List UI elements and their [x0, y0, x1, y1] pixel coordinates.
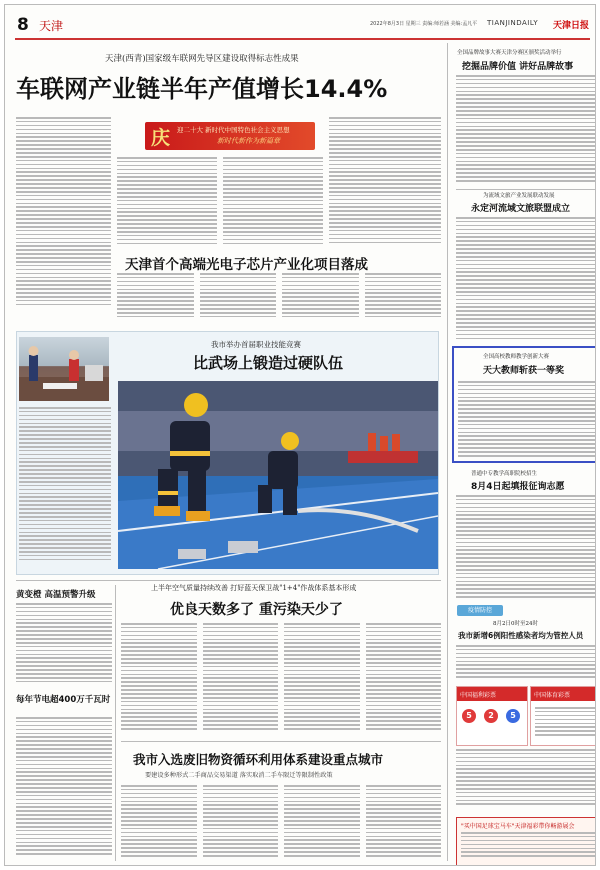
- recycle-top-rule: [121, 741, 441, 742]
- theme-banner: [145, 122, 315, 150]
- brand-kicker: 全国品牌故事大赛天津分赛区颁奖活动举行: [457, 50, 562, 56]
- masthead: [15, 15, 590, 35]
- feature-small-photo: [19, 337, 109, 401]
- right-column-divider: [447, 43, 448, 861]
- air-headline: 优良天数多了 重污染天少了: [170, 602, 343, 618]
- lead-column-1: [16, 117, 111, 312]
- bottom-advert: [456, 817, 596, 866]
- brand-headline: 挖掘品牌价值 讲好品牌故事: [462, 62, 574, 72]
- lottery-ball-1: 5: [462, 709, 476, 723]
- lead-headline: 车联网产业链半年产值增长14.4%: [16, 75, 388, 103]
- lead-column-4: [329, 117, 441, 247]
- feature-bottom-rule: [16, 580, 441, 581]
- lottery-ball-2: 2: [484, 709, 498, 723]
- award-body: [458, 381, 596, 457]
- feature-kicker: 我市举办首届职业技能竞赛: [211, 340, 301, 349]
- feature-main-photo: [118, 381, 438, 569]
- covid-headline: 我市新增6例阳性感染者均为管控人员: [458, 631, 584, 640]
- paper-name-en: TIANJINDAILY: [487, 19, 539, 27]
- covid-kicker: 8月2日0时至24时: [493, 621, 538, 627]
- exam-kicker: 普通中专教学高职院校招生: [471, 471, 538, 477]
- air-kicker: 上半年空气质量持续改善 打好蓝天保卫战"1+4"作战体系基本形成: [151, 584, 357, 592]
- lead-kicker: 天津(西青)国家级车联网先导区建设取得标志性成果: [105, 54, 299, 64]
- banner-line-1: 迎二十大 新时代中国特色社会主义思想: [177, 126, 290, 134]
- award-headline: 天大教师斩获一等奖: [483, 366, 565, 376]
- chip-story-body: [117, 273, 441, 325]
- sports-lottery-ad: [530, 686, 596, 746]
- exam-headline: 8月4日起填报征询志愿: [471, 482, 565, 492]
- covid-tag: 疫情防控: [457, 605, 503, 616]
- feature-headline: 比武场上锻造过硬队伍: [193, 354, 344, 372]
- masthead-rule: [15, 38, 590, 40]
- dateline: 2022年8月3日 星期三 责编:师若涵 美编:孟凡平: [370, 21, 478, 27]
- weather-headline: 黄变橙 高温预警升级: [16, 590, 96, 600]
- page-number: 8: [17, 15, 29, 35]
- bottom-advert-text: "买中国足球宝马车"天津福彩带你畅游展会: [461, 823, 575, 830]
- first-aid-drill-image: [19, 337, 109, 401]
- river-body: [456, 217, 596, 341]
- sports-lottery-title: 中国体育彩票: [534, 692, 571, 699]
- weather-body: [16, 603, 112, 685]
- power-body: [16, 717, 112, 861]
- river-kicker: 为流域文旅产业发展联动发展: [483, 193, 555, 199]
- covid-body: [456, 645, 596, 679]
- paper-logo: 天津日报: [553, 21, 590, 31]
- award-kicker: 全国高校教师教学创新大赛: [483, 354, 550, 360]
- newspaper-page: [4, 4, 596, 866]
- welfare-lottery-ad: [456, 686, 528, 746]
- brand-body: [456, 75, 596, 185]
- lottery-ball-3: 5: [506, 709, 520, 723]
- power-headline: 每年节电超400万千瓦时: [16, 695, 111, 705]
- lottery-notice: [456, 749, 596, 811]
- firefighter-drill-image: [118, 381, 438, 569]
- right-rule-1: [456, 189, 596, 190]
- bottom-advert-body: [461, 832, 596, 862]
- banner-glyph: 庆: [151, 127, 171, 149]
- feature-side-column: [19, 407, 111, 567]
- sports-lottery-numbers: [535, 707, 596, 741]
- lead-column-2: [117, 157, 217, 247]
- welfare-lottery-title: 中国福利彩票: [460, 692, 497, 699]
- chip-headline: 天津首个高端光电子芯片产业化项目落成: [125, 257, 368, 273]
- recycle-headline: 我市入选废旧物资循环利用体系建设重点城市: [133, 752, 384, 767]
- lead-column-3: [223, 157, 323, 247]
- river-headline: 永定河流域文旅联盟成立: [471, 204, 571, 214]
- left-lower-divider: [115, 585, 116, 861]
- recycle-body: [121, 785, 441, 861]
- banner-line-2: 新时代新作为新篇章: [217, 137, 280, 145]
- exam-body: [456, 495, 596, 599]
- air-body: [121, 623, 441, 735]
- section-name: 天津: [39, 19, 64, 33]
- recycle-sub: 要建设多种形式二手商品交易渠道 落实取消二手车限迁等限制性政策: [145, 772, 333, 779]
